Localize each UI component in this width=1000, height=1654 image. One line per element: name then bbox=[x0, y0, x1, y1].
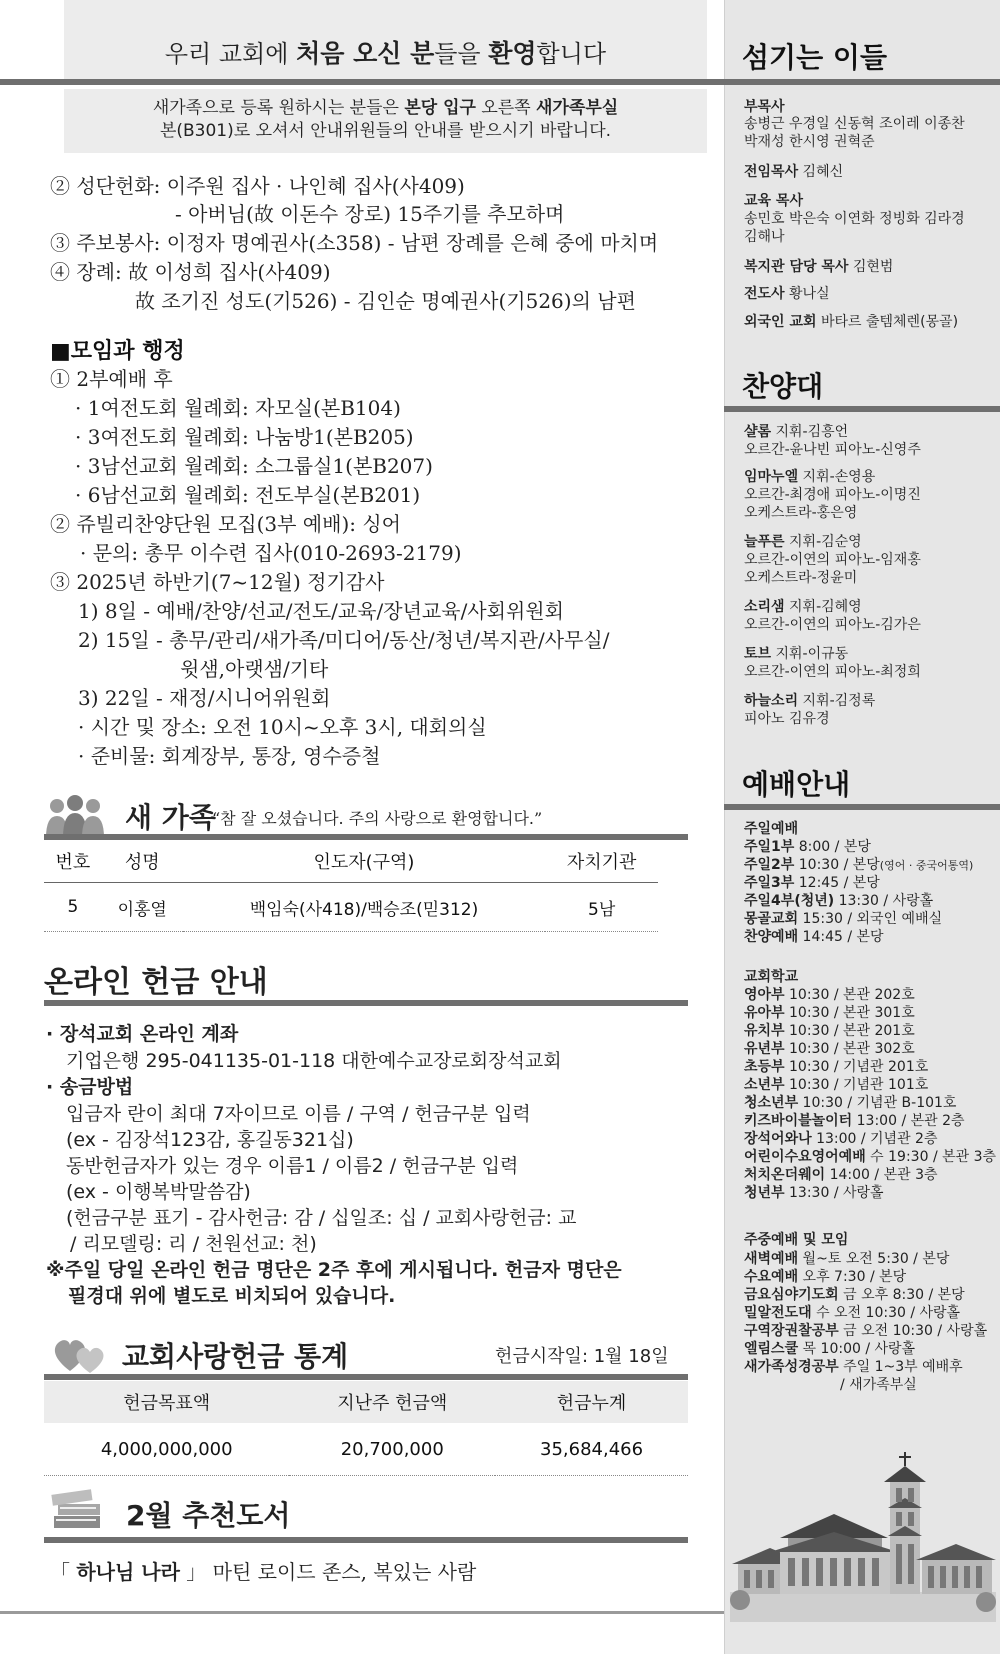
service-time: 10:30 / 본당 bbox=[794, 857, 880, 873]
meeting-name: 엘림스쿨 bbox=[744, 1341, 799, 1357]
admin-item: 2) 15일 - 총무/관리/새가족/미디어/동산/청년/복지관/사무실/ bbox=[78, 628, 610, 652]
table-cell: 20,700,000 bbox=[289, 1423, 495, 1476]
choir-detail: 지휘-이규동 bbox=[771, 646, 849, 662]
table-cell: 5 bbox=[44, 883, 102, 932]
admin-item: 윗샘,아랫샘/기타 bbox=[180, 657, 329, 681]
table-header-row bbox=[44, 840, 658, 883]
online-item: 동반헌금자가 있는 경우 이름1 / 이름2 / 헌금구분 입력 bbox=[66, 1155, 519, 1177]
online-item: (헌금구분 표기 - 감사헌금: 감 / 십일조: 십 / 교회사랑헌금: 교 bbox=[66, 1207, 577, 1229]
choir-name: 임마누엘 bbox=[744, 469, 799, 485]
dept-time: 수 19:30 / 본관 3층 bbox=[865, 1149, 997, 1165]
news-item: ② 성단헌화: 이주원 집사 · 나인혜 집사(사409) bbox=[50, 174, 465, 198]
servant-role: 외국인 교회 bbox=[744, 314, 817, 330]
dept-name: 유년부 bbox=[744, 1041, 785, 1057]
church-building-illustration bbox=[730, 1452, 996, 1622]
dept-time: 10:30 / 본관 201호 bbox=[784, 1023, 915, 1039]
recommended-book bbox=[50, 1556, 476, 1585]
service-time: 8:00 / 본당 bbox=[794, 839, 871, 855]
online-item: · 장석교회 온라인 계좌 bbox=[46, 1023, 239, 1045]
welcome-emphasis: 환영 bbox=[488, 39, 537, 68]
dept-time: 10:30 / 기념관 101호 bbox=[784, 1077, 929, 1093]
online-item: / 리모델링: 리 / 천원선교: 천) bbox=[70, 1233, 317, 1255]
dept-name: 유아부 bbox=[744, 1005, 785, 1021]
online-notice: ※주일 당일 온라인 헌금 명단은 2주 후에 게시됩니다. 헌금자 명단은 bbox=[46, 1259, 622, 1281]
admin-item: · 문의: 총무 이수련 집사(010-2693-2179) bbox=[80, 541, 462, 565]
meeting-name: 새가족성경공부 bbox=[744, 1359, 839, 1375]
meeting-time: 주일 1~3부 예배후 bbox=[838, 1359, 963, 1375]
service-name: 주일4부(청년) bbox=[744, 893, 835, 909]
welcome-emphasis: 처음 오신 분 bbox=[296, 39, 435, 68]
meeting-time: / 새가족부실 bbox=[840, 1377, 917, 1393]
table-row bbox=[44, 883, 658, 932]
admin-item: ③ 2025년 하반기(7~12월) 정기감사 bbox=[50, 570, 385, 594]
admin-item: · 1여전도회 월례회: 자모실(본B104) bbox=[75, 396, 401, 420]
service-name: 주일2부 bbox=[744, 857, 795, 873]
note-text: 본(B301)로 오셔서 안내위원들의 안내를 받으시기 바랍니다. bbox=[159, 121, 612, 141]
table-cell: 이홍열 bbox=[102, 883, 183, 932]
service-time: 13:30 / 사랑홀 bbox=[834, 893, 934, 909]
servant-role: 전임목사 bbox=[744, 164, 799, 180]
hearts-icon bbox=[52, 1335, 108, 1375]
meeting-name: 구역장권찰공부 bbox=[744, 1323, 839, 1339]
choir-detail: 오르간-윤나빈 피아노-신영주 bbox=[744, 442, 921, 458]
table-header: 자치기관 bbox=[545, 840, 658, 883]
table-header: 헌금누계 bbox=[495, 1381, 688, 1423]
choir-detail: 오르간-최경애 피아노-이명진 bbox=[744, 487, 921, 503]
worship-group-title: 주일예배 bbox=[744, 821, 799, 837]
dept-time: 13:00 / 본관 2층 bbox=[852, 1113, 965, 1129]
admin-item: · 3남선교회 월례회: 소그룹실1(본B207) bbox=[75, 454, 433, 478]
admin-item: ① 2부예배 후 bbox=[50, 367, 173, 391]
note-text: 새가족으로 등록 원하시는 분들은 bbox=[152, 98, 405, 118]
sidebar-title-worship: 예배안내 bbox=[742, 768, 851, 801]
servant-names: 박재성 한시영 권혁준 bbox=[744, 134, 875, 150]
love-offering-table bbox=[44, 1381, 688, 1476]
table-header: 번호 bbox=[44, 840, 102, 883]
dept-time: 13:30 / 사랑홀 bbox=[784, 1185, 884, 1201]
section-title-books: 2월 추천도서 bbox=[126, 1499, 291, 1532]
meeting-time: 목 10:00 / 사랑홀 bbox=[798, 1341, 916, 1357]
servant-names: 김해나 bbox=[744, 229, 785, 245]
admin-item: · 시간 및 장소: 오전 10시~오후 3시, 대회의실 bbox=[78, 715, 487, 739]
servant-names: 바타르 출템체렌(몽골) bbox=[816, 314, 959, 330]
book-title: 하나님 나라 bbox=[76, 1560, 180, 1584]
service-time: 15:30 / 외국인 예배실 bbox=[798, 911, 943, 927]
table-header: 성명 bbox=[102, 840, 183, 883]
dept-time: 13:00 / 기념관 2층 bbox=[811, 1131, 938, 1147]
admin-item: · 6남선교회 월례회: 전도부실(본B201) bbox=[75, 483, 421, 507]
welcome-text: 들을 bbox=[434, 40, 489, 68]
choir-detail: 지휘-김순영 bbox=[784, 534, 862, 550]
service-name: 몽골교회 bbox=[744, 911, 799, 927]
news-item: ④ 장례: 故 이성희 집사(사409) bbox=[50, 260, 331, 284]
book-bracket: 」 bbox=[179, 1560, 207, 1584]
choir-detail: 지휘-김혜영 bbox=[784, 599, 862, 615]
news-item-sub: 故 조기진 성도(기526) - 김인순 명예권사(기526)의 남편 bbox=[135, 289, 636, 313]
service-time: 14:45 / 본당 bbox=[798, 929, 884, 945]
service-name: 찬양예배 bbox=[744, 929, 799, 945]
servant-role: 복지관 담당 목사 bbox=[744, 259, 849, 275]
dept-time: 14:00 / 본관 3층 bbox=[825, 1167, 938, 1183]
choir-detail: 지휘-김흥언 bbox=[771, 424, 849, 440]
choir-detail: 지휘-김정록 bbox=[798, 693, 876, 709]
meeting-time: 수 오전 10:30 / 사랑홀 bbox=[811, 1305, 961, 1321]
sidebar-divider bbox=[724, 79, 1000, 85]
dept-name: 청년부 bbox=[744, 1185, 785, 1201]
servant-role: 부목사 bbox=[744, 99, 785, 115]
servant-names: 송민호 박은숙 이연화 정빙화 김라경 bbox=[744, 211, 965, 227]
meeting-name: 금요심야기도회 bbox=[744, 1287, 839, 1303]
choir-detail: 오르간-이연의 피아노-김가은 bbox=[744, 617, 921, 633]
worship-group-title: 교회학교 bbox=[744, 969, 799, 985]
book-author: 마틴 로이드 존스, 복있는 사람 bbox=[206, 1560, 477, 1584]
dept-name: 어린이수요영어예배 bbox=[744, 1149, 866, 1165]
choir-name: 토브 bbox=[744, 646, 772, 662]
dept-name: 키즈바이블놀이터 bbox=[744, 1113, 853, 1129]
online-item: 입금자 란이 최대 7자이므로 이름 / 구역 / 헌금구분 입력 bbox=[66, 1103, 531, 1125]
online-item: · 송금방법 bbox=[46, 1076, 134, 1098]
table-cell: 35,684,466 bbox=[495, 1423, 688, 1476]
service-name: 주일1부 bbox=[744, 839, 795, 855]
meeting-name: 수요예배 bbox=[744, 1269, 799, 1285]
sidebar-title-choir: 찬양대 bbox=[742, 370, 824, 403]
dept-time: 10:30 / 기념관 201호 bbox=[784, 1059, 929, 1075]
section-divider bbox=[44, 1537, 688, 1543]
news-item-sub: - 아버님(故 이돈수 장로) 15주기를 추모하며 bbox=[175, 202, 565, 226]
choir-detail: 오르간-이연의 피아노-최정희 bbox=[744, 664, 921, 680]
choir-detail: 지휘-손영용 bbox=[798, 469, 876, 485]
choir-detail: 오케스트라-홍은영 bbox=[744, 505, 858, 521]
section-title-admin: ■모임과 행정 bbox=[50, 339, 185, 364]
people-icon bbox=[44, 794, 106, 838]
section-title-new-family: 새 가족 bbox=[125, 801, 216, 834]
table-header: 지난주 헌금액 bbox=[289, 1381, 495, 1423]
welcome-headline bbox=[64, 0, 707, 82]
servant-role: 전도사 bbox=[744, 286, 785, 302]
note-emphasis: 새가족부실 bbox=[536, 98, 619, 118]
welcome-text: 우리 교회에 bbox=[164, 40, 297, 68]
meeting-time: 오후 7:30 / 본당 bbox=[798, 1269, 907, 1285]
dept-time: 10:30 / 본관 301호 bbox=[784, 1005, 915, 1021]
table-row bbox=[44, 1423, 688, 1476]
offering-start-date: 헌금시작일: 1월 18일 bbox=[495, 1346, 669, 1367]
note-text: 오른쪽 bbox=[475, 98, 537, 118]
dept-time: 10:30 / 본관 202호 bbox=[784, 987, 915, 1003]
welcome-text: 합니다 bbox=[536, 40, 607, 68]
meeting-time: 월~토 오전 5:30 / 본당 bbox=[798, 1251, 950, 1267]
online-notice: 필경대 위에 별도로 비치되어 있습니다. bbox=[68, 1285, 396, 1307]
dept-name: 청소년부 bbox=[744, 1095, 799, 1111]
book-bracket: 「 bbox=[50, 1560, 77, 1584]
admin-item: · 3여전도회 월례회: 나눔방1(본B205) bbox=[75, 425, 414, 449]
admin-item: ② 쥬빌리찬양단원 모집(3부 예배): 싱어 bbox=[50, 512, 401, 536]
table-header: 헌금목표액 bbox=[44, 1381, 289, 1423]
admin-item: 1) 8일 - 예배/찬양/선교/전도/교육/장년교육/사회위원회 bbox=[78, 599, 564, 623]
section-divider bbox=[44, 1000, 688, 1006]
sidebar-divider bbox=[724, 804, 1000, 810]
choir-detail: 피아노 김유경 bbox=[744, 711, 830, 727]
section-title-love-offering: 교회사랑헌금 통계 bbox=[122, 1340, 349, 1373]
servant-names: 김혜신 bbox=[798, 164, 844, 180]
meeting-time: 금 오후 8:30 / 본당 bbox=[838, 1287, 965, 1303]
table-header: 인도자(구역) bbox=[183, 840, 546, 883]
servant-names: 김현범 bbox=[848, 259, 894, 275]
choir-name: 늘푸른 bbox=[744, 534, 785, 550]
dept-name: 초등부 bbox=[744, 1059, 785, 1075]
table-header-row bbox=[44, 1381, 688, 1423]
choir-name: 하늘소리 bbox=[744, 693, 799, 709]
service-time: 12:45 / 본당 bbox=[794, 875, 880, 891]
meeting-name: 밀알전도대 bbox=[744, 1305, 812, 1321]
servant-role: 교육 목사 bbox=[744, 193, 803, 209]
choir-name: 샬롬 bbox=[744, 424, 772, 440]
servant-names: 황나실 bbox=[784, 286, 830, 302]
dept-name: 장석어와나 bbox=[744, 1131, 812, 1147]
dept-name: 소년부 bbox=[744, 1077, 785, 1093]
sidebar-divider bbox=[724, 406, 1000, 412]
choir-detail: 오케스트라-정윤미 bbox=[744, 570, 858, 586]
choir-detail: 오르간-이연의 피아노-임재홍 bbox=[744, 552, 921, 568]
sidebar-title-servants: 섬기는 이들 bbox=[742, 41, 887, 74]
meeting-name: 새벽예배 bbox=[744, 1251, 799, 1267]
choir-name: 소리샘 bbox=[744, 599, 785, 615]
new-family-quote: “참 잘 오셨습니다. 주의 사랑으로 환영합니다.” bbox=[212, 809, 543, 828]
online-item: (ex - 김장석123감, 홍길동321십) bbox=[66, 1129, 354, 1151]
admin-item: 3) 22일 - 재정/시니어위원회 bbox=[78, 686, 331, 710]
service-name: 주일3부 bbox=[744, 875, 795, 891]
dept-name: 유치부 bbox=[744, 1023, 785, 1039]
table-cell: 5남 bbox=[545, 883, 658, 932]
note-emphasis: 본당 입구 bbox=[404, 98, 476, 118]
worship-group-title: 주중예배 및 모임 bbox=[744, 1232, 849, 1248]
dept-name: 영아부 bbox=[744, 987, 785, 1003]
table-cell: 4,000,000,000 bbox=[44, 1423, 289, 1476]
section-title-online-offering: 온라인 헌금 안내 bbox=[44, 965, 268, 1000]
dept-name: 처치온더웨이 bbox=[744, 1167, 826, 1183]
online-item: (ex - 이행복박말씀감) bbox=[66, 1181, 251, 1203]
bottom-divider bbox=[0, 1611, 724, 1614]
dept-time: 10:30 / 기념관 B-101호 bbox=[798, 1095, 957, 1111]
service-note: (영어 · 중국어통역) bbox=[879, 859, 974, 872]
table-cell: 백임숙(사418)/백승조(믿312) bbox=[183, 883, 546, 932]
welcome-note bbox=[64, 89, 707, 153]
meeting-time: 금 오전 10:30 / 사랑홀 bbox=[838, 1323, 988, 1339]
admin-item: · 준비물: 회계장부, 통장, 영수증철 bbox=[78, 744, 381, 768]
books-icon bbox=[48, 1486, 106, 1534]
online-item: 기업은행 295-041135-01-118 대한예수교장로회장석교회 bbox=[66, 1050, 562, 1072]
section-divider bbox=[44, 1374, 688, 1380]
news-item: ③ 주보봉사: 이정자 명예권사(소358) - 남편 장례를 은혜 중에 마치며 bbox=[50, 231, 659, 255]
servant-names: 송병근 우경일 신동혁 조이레 이종찬 bbox=[744, 116, 965, 132]
dept-time: 10:30 / 본관 302호 bbox=[784, 1041, 915, 1057]
new-family-table bbox=[44, 840, 658, 932]
